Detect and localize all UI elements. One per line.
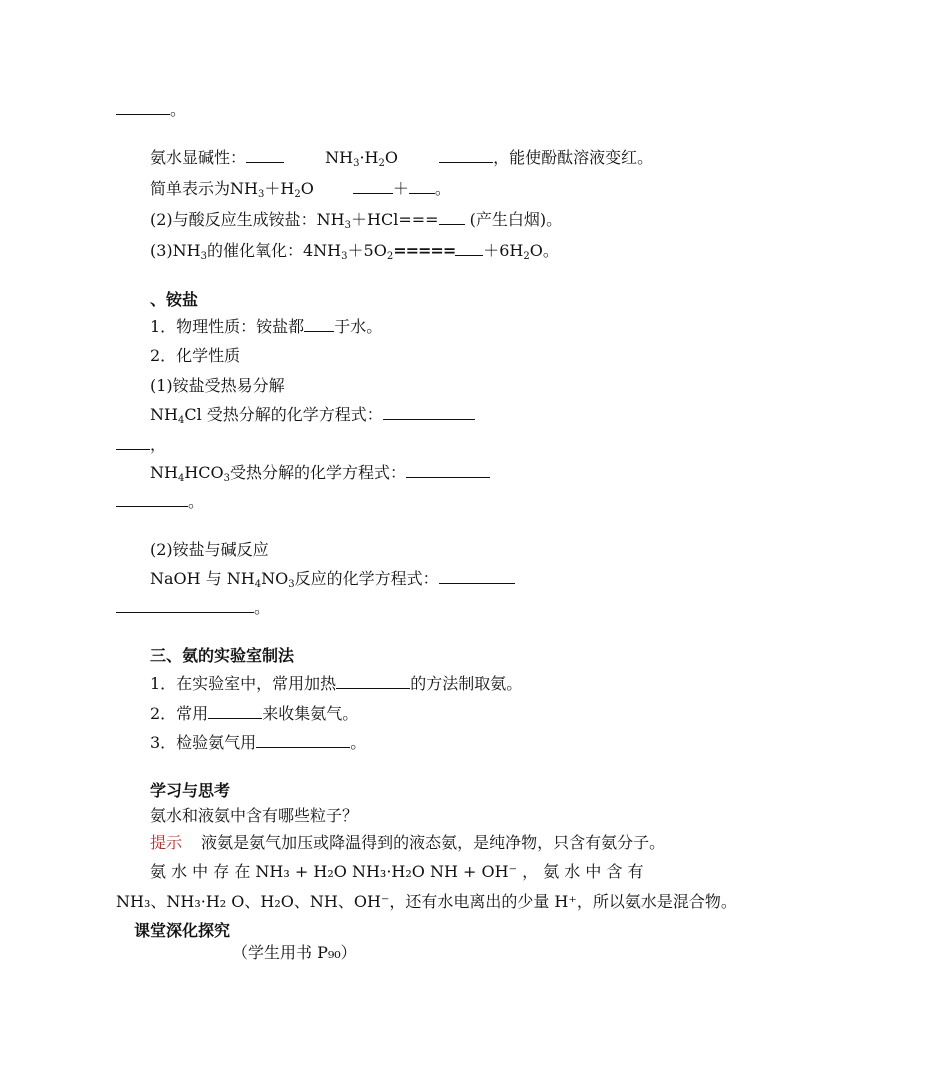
line-simple-form: 简单表示为$NH_3+H_2O$ ＋ 。: [150, 179, 451, 200]
answer-blank[interactable]: [116, 435, 150, 450]
line-base-reaction: (2)铵盐与碱反应: [150, 540, 269, 559]
answer-blank[interactable]: [409, 179, 435, 194]
page-reference: （学生用书 P₉₀）: [232, 943, 357, 962]
tip-label: 提示: [150, 833, 183, 852]
line-chemical-properties: 2．化学性质: [150, 346, 241, 365]
line-nh4hco3: $NH_4HCO_3$受热分解的化学方程式：: [150, 463, 490, 483]
line-naoh-cont: 。: [116, 598, 270, 618]
line-explanation-1: 氨 水 中 存 在 NH₃ + H₂O NH₃·H₂O NH + OH⁻ ， 氨 水 中 含 有: [150, 862, 644, 881]
line-lab-3: 3．检验氨气用 。: [150, 733, 367, 752]
line-catalytic-oxidation: $(3)NH_3$的催化氧化：$4NH_3+5O_2===== +6H_2O$。: [150, 241, 559, 262]
line-naoh-nh4no3: NaOH 与 $NH_4NO_3$反应的化学方程式：: [150, 569, 515, 589]
line-question: 氨水和液氨中含有哪些粒子？: [150, 806, 359, 825]
answer-blank[interactable]: [304, 317, 334, 332]
answer-blank[interactable]: [256, 733, 350, 748]
answer-blank[interactable]: [439, 210, 465, 225]
answer-blank[interactable]: [455, 241, 483, 256]
line-nh4cl-cont: ，: [116, 435, 166, 455]
section-heading-classroom: 课堂深化探究: [134, 921, 231, 940]
answer-blank[interactable]: [336, 674, 410, 689]
answer-blank[interactable]: [116, 492, 188, 507]
section-heading-study-think: 学习与思考: [150, 781, 231, 800]
answer-blank[interactable]: [246, 148, 284, 163]
answer-blank[interactable]: [116, 100, 170, 115]
section-heading-ammonium-salts: 、铵盐: [150, 290, 199, 309]
line-nh4hco3-cont: 。: [116, 492, 204, 512]
line-ammonia-basic: 氨水显碱性： $NH_3\cdot H_2O$ ，能使酚酞溶液变红。: [150, 148, 654, 169]
answer-blank[interactable]: [406, 463, 490, 478]
line-explanation-2: NH₃、NH₃·H₂ O、H₂O、NH、OH⁻，还有水电离出的少量 H⁺，所以氨水是混合物。: [116, 892, 737, 911]
line-acid-reaction: (2)与酸反应生成铵盐：$NH_3+HCl===$ (产生白烟)。: [150, 210, 563, 231]
line-0: 。: [116, 100, 186, 120]
line-lab-2: 2．常用 来收集氨气。: [150, 704, 359, 723]
line-lab-1: 1．在实验室中，常用加热 的方法制取氨。: [150, 674, 523, 693]
answer-blank[interactable]: [383, 405, 475, 420]
answer-blank[interactable]: [116, 598, 254, 613]
answer-blank[interactable]: [439, 148, 493, 163]
line-tip: 提示 液氨是氨气加压或降温得到的液态氨，是纯净物，只含有氨分子。: [150, 833, 666, 852]
line-decomposition: (1)铵盐受热易分解: [150, 376, 285, 395]
line-nh4cl: $NH_4Cl$ 受热分解的化学方程式：: [150, 405, 475, 425]
answer-blank[interactable]: [208, 704, 262, 719]
answer-blank[interactable]: [353, 179, 393, 194]
answer-blank[interactable]: [439, 569, 515, 584]
section-heading-lab-prep: 三、氨的实验室制法: [150, 646, 295, 665]
line-physical-properties: 1．物理性质：铵盐都 于水。: [150, 317, 383, 336]
